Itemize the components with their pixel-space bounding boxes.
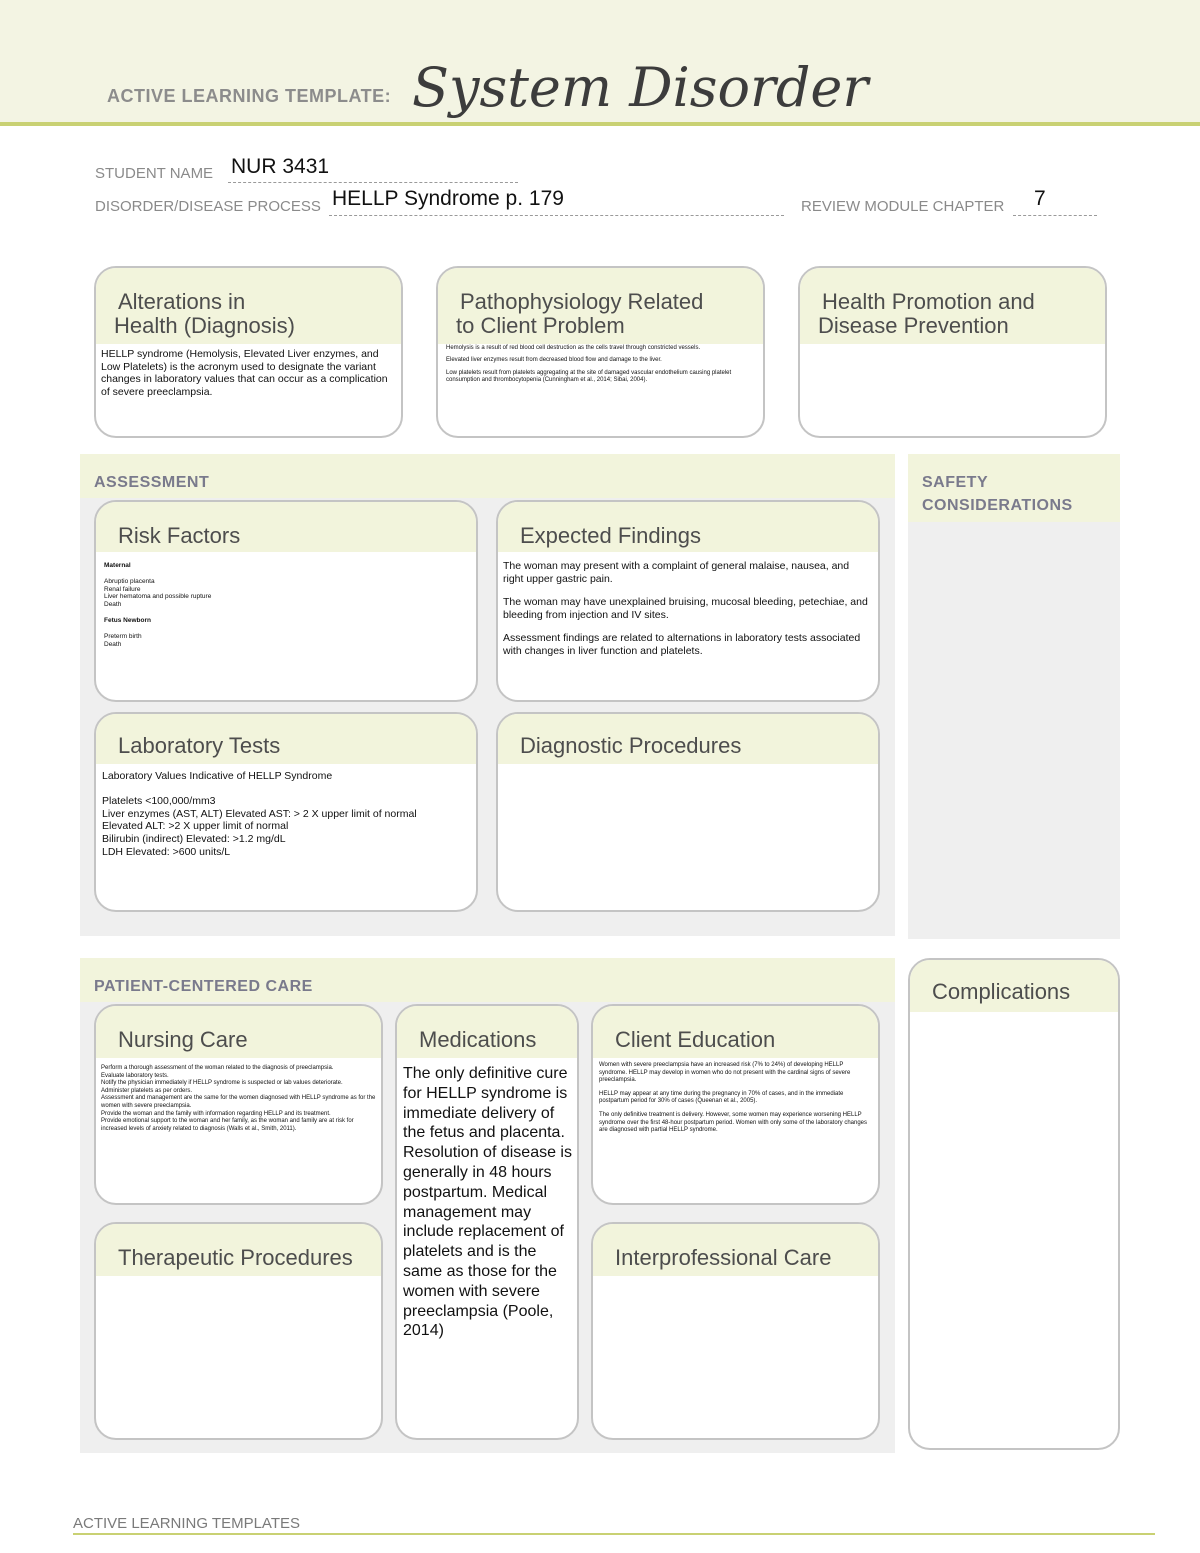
therapeutic-procedures-box (94, 1222, 383, 1440)
risk-factors-line: Maternal (104, 562, 131, 569)
risk-factors-spacer (104, 625, 464, 633)
nursing-care-line: Assessment and management are the same for the women diagnosed with HELLP syndrome as for the women with severe preeclampsia. (101, 1095, 376, 1109)
client-education-paragraph: The only definitive treatment is delivery. However, some women may experience worsening HELLP syndrome over the first 48-hour postpartum period. Women with only some of the laboratory changes are diagnosed with partial HELLP syndrome. (599, 1111, 868, 1134)
client-education-content[interactable] (599, 1062, 871, 1140)
complications-title: Complications (932, 979, 1071, 1004)
expected-findings-paragraph: The woman may have unexplained bruising, mucosal bleeding, petechiae, and bleeding from injection and IV sites. (503, 596, 868, 621)
laboratory-tests-line: Liver enzymes (AST, ALT) Elevated AST: > 2 X upper limit of normal (102, 807, 417, 820)
medications-title: Medications (419, 1027, 537, 1052)
interprofessional-care-box (591, 1222, 880, 1440)
nursing-care-line: Provide emotional support to the woman and her family, as the woman and family are at risk for increased levels of anxiety related to diagnosis (Walls et al., Smith, 2011). (101, 1118, 354, 1132)
disorder-underline (329, 215, 784, 216)
risk-factors-line: Death (104, 601, 122, 609)
laboratory-tests-spacer (102, 783, 472, 795)
client-education-paragraph: Women with severe preeclampsia have an increased risk (7% to 24%) of developing HELLP syndrome. HELLP may develop in women who do not present with the cardinal signs of severe preeclampsia. (599, 1062, 851, 1084)
chapter-underline (1013, 215, 1097, 216)
student-name-underline (228, 182, 518, 183)
nursing-care-line: Notify the physician immediately if HELLP syndrome is suspected or lab values deteriorate. (101, 1080, 343, 1087)
interprofessional-care-title: Interprofessional Care (615, 1245, 832, 1270)
nursing-care-content[interactable] (101, 1065, 377, 1133)
template-title: System Disorder (412, 56, 869, 119)
pathophysiology-paragraph: Elevated liver enzymes result from decreased blood flow and damage to the liver. (446, 357, 662, 364)
laboratory-tests-title: Laboratory Tests (118, 733, 281, 758)
pathophysiology-title-line1: Pathophysiology Related (460, 289, 704, 314)
therapeutic-procedures-title: Therapeutic Procedures (118, 1245, 353, 1270)
nursing-care-line: Administer platelets as per orders. (101, 1087, 193, 1094)
nursing-care-box (94, 1004, 383, 1205)
nursing-care-line: Perform a thorough assessment of the woman related to the diagnosis of preeclampsia. (101, 1065, 334, 1071)
safety-title-line1: SAFETY (922, 474, 989, 491)
laboratory-tests-line: Laboratory Values Indicative of HELLP Syndrome (102, 770, 333, 782)
disorder-label: DISORDER/DISEASE PROCESS (95, 198, 321, 215)
risk-factors-line: Preterm birth (104, 632, 142, 640)
client-education-box (591, 1004, 880, 1205)
client-education-title: Client Education (615, 1027, 776, 1052)
risk-factors-spacer (104, 609, 464, 617)
diagnostic-procedures-box (496, 712, 880, 912)
pathophysiology-content[interactable] (446, 345, 756, 390)
risk-factors-content[interactable] (104, 562, 464, 648)
nursing-care-title: Nursing Care (118, 1027, 248, 1052)
health-promotion-title-line2: Disease Prevention (818, 313, 1009, 338)
expected-findings-content[interactable] (503, 560, 868, 662)
pathophysiology-paragraph: Low platelets result from platelets aggregating at the site of damaged vascular endothelium causing platelet consumption and thrombocytopenia (Cunningham et al., 2014; Sibai, 2004). (446, 369, 732, 384)
safety-title-line2: CONSIDERATIONS (922, 497, 1073, 514)
laboratory-tests-content[interactable] (102, 770, 472, 859)
diagnostic-procedures-title: Diagnostic Procedures (520, 733, 742, 758)
pathophysiology-box (436, 266, 765, 438)
complications-box (908, 958, 1120, 1450)
health-promotion-box (798, 266, 1107, 438)
laboratory-tests-line: Platelets <100,000/mm3 (102, 794, 216, 807)
expected-findings-paragraph: The woman may present with a complaint of general malaise, nausea, and right upper gastric pain. (503, 560, 850, 585)
header-divider (0, 122, 1200, 126)
client-education-paragraph: HELLP may appear at any time during the pregnancy in 70% of cases, and in the immediate postpartum period for 30% of cases (Queenan et al., 2005). (599, 1090, 844, 1105)
footer-divider (73, 1533, 1155, 1535)
alterations-title-line2: Health (Diagnosis) (114, 313, 295, 338)
risk-factors-box (94, 500, 478, 702)
pathophysiology-paragraph: Hemolysis is a result of red blood cell destruction as the cells travel through constricted vessels. (446, 345, 701, 351)
expected-findings-box (496, 500, 880, 702)
risk-factors-line: Renal failure (104, 585, 141, 593)
risk-factors-spacer (104, 570, 464, 578)
template-label: ACTIVE LEARNING TEMPLATE: (107, 86, 392, 106)
expected-findings-paragraph: Assessment findings are related to alternations in laboratory tests associated with changes in liver function and platelets. (503, 632, 861, 657)
alterations-in-health-box (94, 266, 403, 438)
alterations-content[interactable]: HELLP syndrome (Hemolysis, Elevated Liver enzymes, and Low Platelets) is the acronym used to designate the variant changes in laboratory values that can occur as a complication of severe preeclampsia. (101, 348, 388, 398)
footer-text: ACTIVE LEARNING TEMPLATES (73, 1515, 300, 1532)
risk-factors-line: Abruptio placenta (104, 577, 155, 585)
pathophysiology-title-line2: to Client Problem (456, 313, 625, 338)
risk-factors-line: Fetus Newborn (104, 616, 151, 624)
laboratory-tests-line: LDH Elevated: >600 units/L (102, 845, 231, 858)
assessment-section-title: ASSESSMENT (94, 474, 210, 491)
safety-considerations-panel (908, 454, 1120, 939)
student-name-label: STUDENT NAME (95, 165, 214, 182)
risk-factors-line: Death (104, 640, 122, 648)
medications-content[interactable]: The only definitive cure for HELLP syndrome is immediate delivery of the fetus and placenta. Resolution of disease is generally in 48 hours postpartum. Medical management may include replacement of platelets and is the same as those for the women with severe preeclampsia (Poole, 2014) (403, 1065, 572, 1340)
risk-factors-title: Risk Factors (118, 523, 241, 548)
patient-care-section-title: PATIENT-CENTERED CARE (94, 978, 313, 995)
student-name-field[interactable]: NUR 3431 (231, 155, 330, 178)
nursing-care-line: Provide the woman and the family with information regarding HELLP and its treatment. (101, 1110, 331, 1117)
laboratory-tests-line: Bilirubin (indirect) Elevated: >1.2 mg/dL (102, 833, 286, 846)
expected-findings-title: Expected Findings (520, 523, 701, 548)
chapter-field[interactable]: 7 (1034, 187, 1046, 210)
nursing-care-line: Evaluate laboratory tests. (101, 1072, 169, 1079)
medications-box (395, 1004, 579, 1440)
laboratory-tests-line: Elevated ALT: >2 X upper limit of normal (102, 820, 289, 833)
health-promotion-title-line1: Health Promotion and (822, 289, 1035, 314)
chapter-label: REVIEW MODULE CHAPTER (801, 198, 1005, 215)
laboratory-tests-box (94, 712, 478, 912)
disorder-field[interactable]: HELLP Syndrome p. 179 (332, 187, 564, 210)
alterations-title-line1: Alterations in (118, 289, 246, 314)
risk-factors-line: Liver hematoma and possible rupture (104, 593, 212, 601)
